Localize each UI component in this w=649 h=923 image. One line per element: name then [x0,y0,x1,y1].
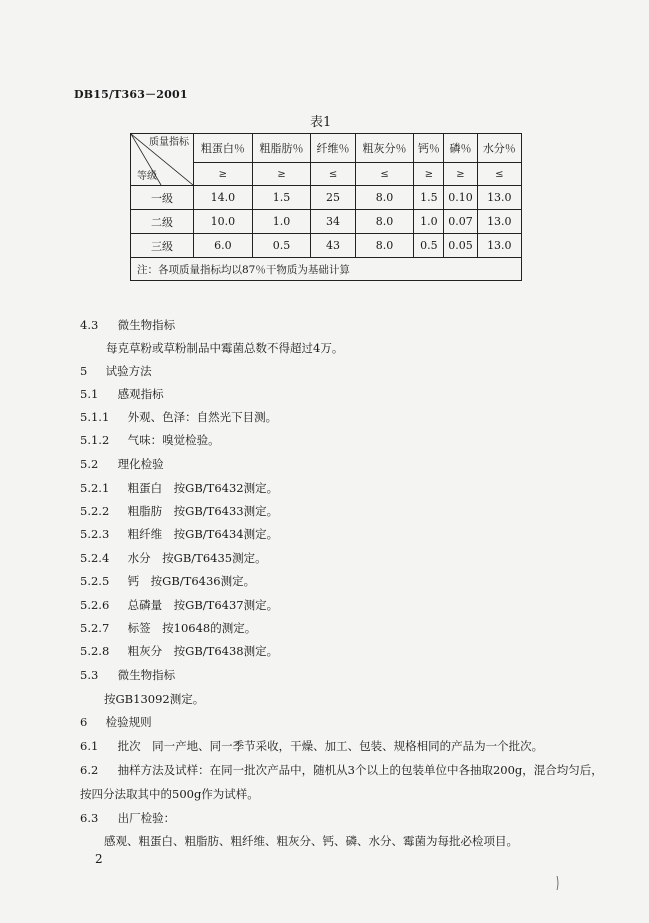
paragraph: 按GB13092测定。 [104,692,205,706]
value-cell: 0.07 [444,210,477,234]
column-header: 钙％ [414,134,444,163]
table-row [131,186,522,210]
table-row [131,210,522,234]
value-cell: 13.0 [477,186,521,210]
value-cell: 34 [311,210,355,234]
clause-number: 5.2.7 [80,621,110,635]
clause [80,738,543,754]
value-cell: 8.0 [355,186,414,210]
clause-number: 5.2.3 [80,527,110,541]
section-heading [80,456,164,472]
section-number: 6 [80,715,88,729]
section-heading [80,386,164,402]
limit-symbol: ≥ [444,163,477,186]
clause-text: 水分 按GB/T6435测定。 [127,551,267,565]
clause-text: 外观、色泽：自然光下目测。 [127,410,278,424]
section-title: 检验规则 [105,715,152,729]
page-number: 2 [95,852,103,866]
section-number: 4.3 [80,318,99,332]
section-number: 5.1 [80,387,99,401]
section-title: 理化检验 [117,457,164,471]
clause [80,762,603,778]
table-note: 注：各项质量指标均以87％干物质为基础计算 [131,258,522,281]
grade-cell: 二级 [131,210,194,234]
paragraph: 每克草粉或草粉制品中霉菌总数不得超过4万。 [106,341,344,355]
clause-number: 5.2.8 [80,644,110,658]
clause-number: 5.2.5 [80,574,110,588]
clause [80,432,220,448]
diagonal-label-quality: 质量指标 [149,137,189,148]
table-diagonal-header [131,134,194,186]
table-title: 表1 [310,115,332,130]
clause-number: 6.1 [80,739,99,753]
value-cell: 25 [311,186,355,210]
value-cell: 1.0 [252,210,311,234]
scan-mark-icon [556,876,560,890]
paragraph: 感观、粗蛋白、粗脂肪、粗纤维、粗灰分、钙、磷、水分、霉菌为每批必检项目。 [104,834,518,848]
section-title: 试验方法 [105,364,152,378]
clause-text: 粗灰分 按GB/T6438测定。 [127,644,279,658]
table-row [131,234,522,258]
clause-number: 5.2.1 [80,481,110,495]
section-number: 5 [80,364,88,378]
section-number: 5.2 [80,457,99,471]
paragraph-continuation: 按四分法取其中的500g作为试样。 [80,787,259,801]
value-cell: 1.5 [414,186,444,210]
section-title: 微生物指标 [117,668,176,682]
column-header: 粗蛋白％ [194,134,253,163]
clause [80,643,278,659]
document-code: DB15/T363－2001 [74,88,188,101]
section-title: 出厂检验： [117,811,176,825]
clause-text: 气味：嗅觉检验。 [127,433,220,447]
clause [80,409,277,425]
clause-number: 6.2 [80,763,99,777]
limit-symbol: ≥ [194,163,253,186]
clause-text: 抽样方法及试样：在同一批次产品中，随机从3个以上的包装单位中各抽取200g，混合均匀后， [117,763,603,777]
clause [80,620,256,636]
diagonal-label-grade: 等级 [137,171,157,182]
value-cell: 10.0 [194,210,253,234]
value-cell: 14.0 [194,186,253,210]
value-cell: 43 [311,234,355,258]
section-heading [80,714,152,730]
clause-text: 粗蛋白 按GB/T6432测定。 [127,481,279,495]
value-cell: 13.0 [477,234,521,258]
clause-number: 5.1.1 [80,410,110,424]
clause-number: 5.2.2 [80,504,110,518]
column-header: 粗脂肪％ [252,134,311,163]
value-cell: 8.0 [355,210,414,234]
clause-text: 粗脂肪 按GB/T6433测定。 [127,504,279,518]
value-cell: 0.05 [444,234,477,258]
section-number: 6.3 [80,811,99,825]
clause-text: 粗纤维 按GB/T6434测定。 [127,527,279,541]
limit-symbol: ≥ [252,163,311,186]
clause [80,573,255,589]
value-cell: 8.0 [355,234,414,258]
clause [80,526,278,542]
column-header: 磷％ [444,134,477,163]
column-header: 水分％ [477,134,521,163]
section-number: 5.3 [80,668,99,682]
value-cell: 0.10 [444,186,477,210]
section-heading [80,363,152,379]
grade-cell: 一级 [131,186,194,210]
clause-text: 标签 按10648的测定。 [127,621,257,635]
clause [80,550,267,566]
clause [80,503,278,519]
clause-text: 钙 按GB/T6436测定。 [127,574,256,588]
clause [80,480,278,496]
clause-number: 5.2.6 [80,598,110,612]
column-header: 纤维％ [311,134,355,163]
clause-text: 批次 同一产地、同一季节采收，干燥、加工、包装、规格相同的产品为一个批次。 [117,739,544,753]
value-cell: 1.5 [252,186,311,210]
clause-number: 5.2.4 [80,551,110,565]
clause [80,597,278,613]
value-cell: 0.5 [252,234,311,258]
section-title: 感观指标 [117,387,164,401]
column-header: 粗灰分％ [355,134,414,163]
clause-number: 5.1.2 [80,433,110,447]
section-title: 微生物指标 [117,318,176,332]
grade-cell: 三级 [131,234,194,258]
limit-symbol: ≤ [355,163,414,186]
value-cell: 13.0 [477,210,521,234]
limit-symbol: ≤ [311,163,355,186]
section-heading [80,667,175,683]
clause-text: 总磷量 按GB/T6437测定。 [127,598,279,612]
value-cell: 0.5 [414,234,444,258]
value-cell: 6.0 [194,234,253,258]
value-cell: 1.0 [414,210,444,234]
section-heading [80,317,175,333]
section-heading [80,810,175,826]
limit-symbol: ≥ [414,163,444,186]
quality-spec-table [130,133,522,281]
limit-symbol: ≤ [477,163,521,186]
